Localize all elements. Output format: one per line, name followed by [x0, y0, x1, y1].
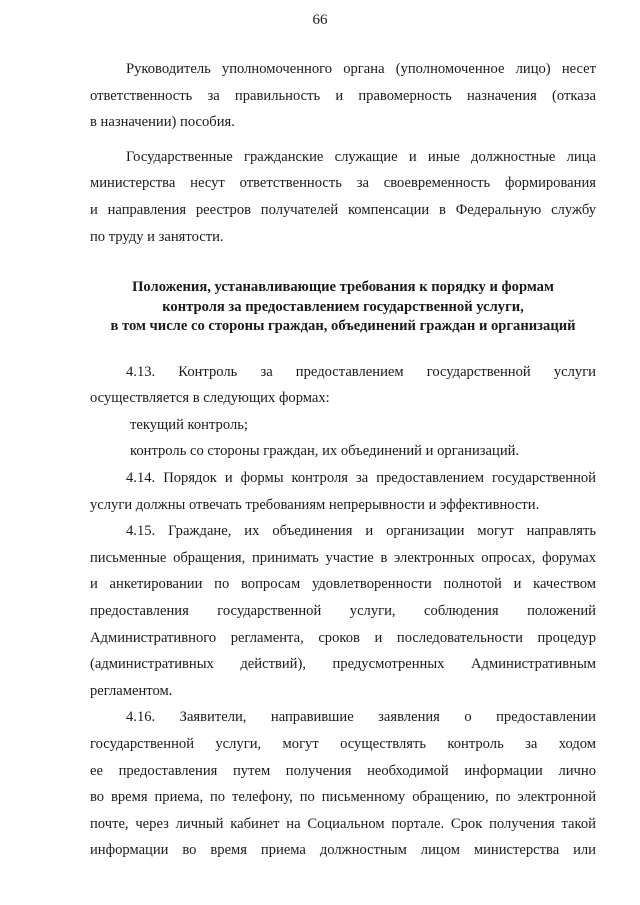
paragraph-current-control	[90, 412, 596, 439]
page-number: 66	[312, 12, 328, 28]
text-line: 4.13. Контроль за предоставлением государственной услуги	[126, 363, 596, 380]
text-line: и направления реестров получателей компенсации в Федеральную службу	[90, 201, 596, 218]
text-line: Административного регламента, сроков и последовательности процедур	[90, 629, 596, 646]
paragraph-4-16	[90, 704, 596, 864]
text-line: услуги должны отвечать требованиям непрерывности и эффективности.	[90, 496, 540, 513]
paragraph-citizen-control	[90, 438, 596, 465]
text-line: ответственность за правильность и правомерность назначения (отказа	[90, 87, 596, 104]
paragraph-4-13	[90, 359, 596, 412]
text-line: регламентом.	[90, 682, 173, 699]
text-line: во время приема, по телефону, по письменному обращению, по электронной	[90, 789, 596, 806]
text-line: текущий контроль;	[130, 416, 248, 433]
text-line: предоставления государственной услуги, соблюдения положений	[90, 603, 596, 619]
text-line: (административных действий), предусмотренных Административным	[90, 656, 596, 673]
text-line: Государственные гражданские служащие и иные должностные лица	[126, 148, 596, 165]
paragraph-responsibility-civil-servants	[90, 144, 596, 250]
text-line: в назначении) пособия.	[90, 114, 235, 131]
text-line: контроль со стороны граждан, их объединений и организаций.	[130, 443, 520, 460]
heading-line: в том числе со стороны граждан, объединений граждан и организаций	[110, 318, 576, 335]
text-line: осуществляется в следующих формах:	[90, 390, 330, 407]
paragraph-responsibility-head	[90, 56, 596, 136]
text-line: информации во время приема должностным лицом министерства или	[90, 842, 596, 859]
paragraph-4-14	[90, 465, 596, 518]
text-line: ее предоставления путем получения необходимой информации лично	[90, 762, 596, 779]
text-line: 4.16. Заявители, направившие заявления о предоставлении	[126, 709, 596, 726]
heading-line: Положения, устанавливающие требования к порядку и формам	[132, 279, 554, 296]
text-line: по труду и занятости.	[90, 228, 224, 245]
section-heading	[90, 278, 596, 337]
document-body	[90, 56, 596, 864]
text-line: почте, через личный кабинет на Социальном портале. Срок получения такой	[90, 815, 596, 832]
text-line: 4.15. Граждане, их объединения и организации могут направлять	[126, 523, 596, 540]
text-line: 4.14. Порядок и формы контроля за предоставлением государственной	[126, 470, 596, 487]
text-line: и анкетировании по вопросам удовлетворенности полнотой и качеством	[90, 576, 596, 593]
text-line: государственной услуги, могут осуществлять контроль за ходом	[90, 735, 596, 752]
text-line: письменные обращения, принимать участие в электронных опросах, форумах	[90, 549, 596, 566]
text-line: министерства несут ответственность за своевременность формирования	[90, 175, 596, 192]
paragraph-4-15	[90, 518, 596, 704]
heading-line: контроля за предоставлением государственной услуги,	[162, 298, 524, 315]
text-line: Руководитель уполномоченного органа (уполномоченное лицо) несет	[126, 61, 596, 77]
